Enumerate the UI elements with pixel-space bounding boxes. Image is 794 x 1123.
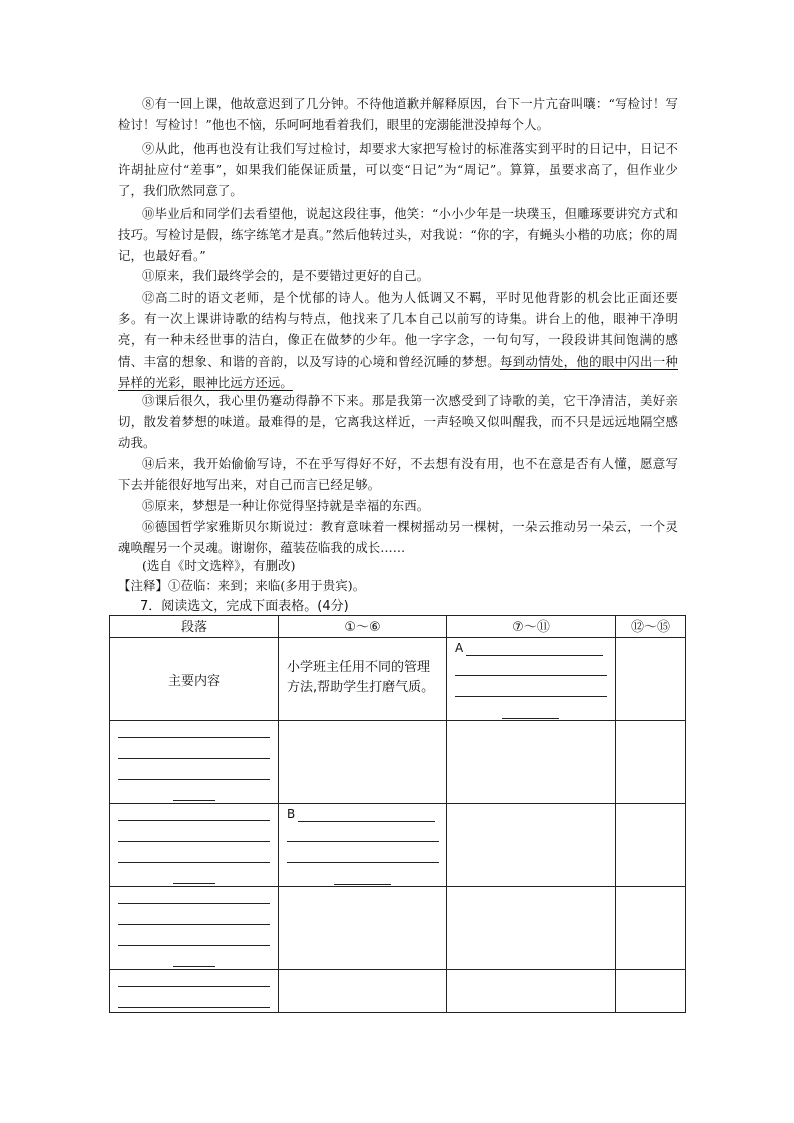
row5-line-1[interactable] xyxy=(118,986,270,987)
header-range-7-11: ⑦～⑪ xyxy=(447,616,616,638)
answer-a-line-2[interactable] xyxy=(455,675,607,676)
row3-line-1[interactable] xyxy=(118,820,270,821)
answer-b-label: B xyxy=(287,807,296,821)
paragraph-12 xyxy=(118,287,678,393)
paragraph-13: ⑬课后很久，我心里仍蹇动得静不下来。那是我第一次感受到了诗歌的美，它干净清洁，美好亲切，散发着梦想的味道。最难得的是，它离我这样近，一声轻唤又似叫醒我，而不只是远远地隔空感动我。 xyxy=(118,393,678,451)
paragraph-12-underlined-sentence: 每到动情处，他的眼中闪出一种异样的光彩，眼神比远方还远。 xyxy=(118,353,678,390)
row5-col2-cell xyxy=(447,970,616,1013)
row2-line-4[interactable] xyxy=(173,800,215,801)
answer-a-line-3[interactable] xyxy=(455,696,607,697)
row5-col3-cell xyxy=(616,970,686,1013)
row2-line-1[interactable] xyxy=(118,737,270,738)
main-content-label-cell xyxy=(110,638,279,721)
row2-line-2[interactable] xyxy=(118,758,270,759)
answer-b-line-1[interactable] xyxy=(298,821,435,822)
answer-b-line-2[interactable] xyxy=(287,841,439,842)
answer-b-line-4[interactable] xyxy=(334,884,391,885)
row5-col1-cell xyxy=(279,970,447,1013)
row5-line-2[interactable] xyxy=(118,1007,270,1008)
table-row-blank-3 xyxy=(110,804,686,887)
header-range-1-6: ①～⑥ xyxy=(279,616,447,638)
row4-col3-cell xyxy=(616,887,686,970)
paragraph-16: ⑯德国哲学家雅斯贝尔斯说过：教育意味着一棵树摇动另一棵树，一朵云推动另一朵云，一个灵魂唤醒另一个灵魂。谢谢你，蕴装莅临我的成长…… xyxy=(118,519,678,556)
header-paragraph: 段落 xyxy=(110,616,279,638)
paragraph-15: ⑮原来，梦想是一种让你觉得坚持就是幸福的东西。 xyxy=(142,498,430,513)
paragraph-10: ⑩毕业后和同学们去看望他，说起这段往事，他笑：“小小少年是一块璞玉，但雕琢要讲究方式和技巧。写检讨是假，练字练笔才是真。”然后他转过头，对我说：“你的字，有蝇头小楷的功底；你的周记，也最好看。” xyxy=(118,206,678,264)
row3-col3-cell xyxy=(616,804,686,887)
row2-col2-cell xyxy=(447,721,616,804)
row5-label-answer-cell[interactable] xyxy=(110,970,279,1013)
paragraph-11: ⑪原来，我们最终学会的，是不要错过更好的自己。 xyxy=(142,268,430,283)
row4-col1-cell xyxy=(279,887,447,970)
answer-a-cell[interactable] xyxy=(447,638,616,721)
answer-a-label: A xyxy=(455,641,464,655)
annotation-note: 【注释】①莅临：来到；来临(多用于贵宾)。 xyxy=(118,578,366,593)
table-row-main-content xyxy=(110,638,686,721)
row3-col2-cell xyxy=(447,804,616,887)
answer-b-line-3[interactable] xyxy=(287,862,439,863)
answer-a-line-1[interactable] xyxy=(466,655,603,656)
row1-col1-text: 小学班主任用不同的管理方法,帮助学生打磨气质。 xyxy=(287,660,435,695)
row3-line-3[interactable] xyxy=(118,862,270,863)
row2-col3-cell xyxy=(616,721,686,804)
row3-line-4[interactable] xyxy=(173,883,215,884)
paragraph-9: ⑨从此，他再也没有让我们写过检讨，却要求大家把写检讨的标准落实到平时的日记中，日记不许胡扯应付“差事”，如果我们能保证质量，可以变“日记”为“周记”。算算，虽要求高了，但作业少了，我们欣然同意了。 xyxy=(118,141,678,199)
answer-b-cell[interactable] xyxy=(279,804,447,887)
answer-a-line-4[interactable] xyxy=(502,718,559,719)
source-citation: (选自《时文选粹》，有删改) xyxy=(142,558,296,573)
row1-col1-cell xyxy=(279,638,447,721)
row3-label-answer-cell[interactable] xyxy=(110,804,279,887)
table-row-blank-5 xyxy=(110,970,686,1013)
row2-col1-cell xyxy=(279,721,447,804)
row4-line-3[interactable] xyxy=(118,945,270,946)
row4-line-2[interactable] xyxy=(118,924,270,925)
row4-col2-cell xyxy=(447,887,616,970)
paragraph-14: ⑭后来，我开始偷偷写诗，不在乎写得好不好，不去想有没有用，也不在意是否有人懂，愿意写下去并能很好地写出来，对自己而言已经足够。 xyxy=(118,456,678,493)
row3-line-2[interactable] xyxy=(118,841,270,842)
row4-line-4[interactable] xyxy=(173,966,215,967)
row2-label-answer-cell[interactable] xyxy=(110,721,279,804)
row2-line-3[interactable] xyxy=(118,779,270,780)
row4-label-answer-cell[interactable] xyxy=(110,887,279,970)
row1-col3-cell xyxy=(616,638,686,721)
header-range-12-15: ⑫～⑮ xyxy=(616,616,686,638)
paragraph-12-text: ⑫高二时的语文老师，是个忧郁的诗人。他为人低调又不羁，平时见他背影的机会比正面还要多。有一次上课讲诗歌的结构与特点，他找来了几本自己以前写的诗集。讲台上的他，眼神干净明亮，有一种未经世事的洁白，像正在做梦的少年。他一字字念，一句句写，一段段讲其间饱满的感情、丰富的想象、和谐的音韵，以及写诗的心境和曾经沉睡的梦想。 xyxy=(118,290,678,369)
table-row-blank-2 xyxy=(110,721,686,804)
main-content-label: 主要内容 xyxy=(167,673,220,689)
table-row-blank-4 xyxy=(110,887,686,970)
summary-table xyxy=(109,615,686,1013)
question-7: 7．阅读选文，完成下面表格。(4分) xyxy=(140,599,349,614)
table-header-row xyxy=(110,616,686,638)
paragraph-8: ⑧有一回上课，他故意迟到了几分钟。不待他道歉并解释原因，台下一片亢奋叫嚷：“写检讨！写检讨！写检讨！”他也不恼，乐呵呵地看着我们，眼里的宠溺能泄没掉每个人。 xyxy=(118,96,678,133)
row4-line-1[interactable] xyxy=(118,903,270,904)
